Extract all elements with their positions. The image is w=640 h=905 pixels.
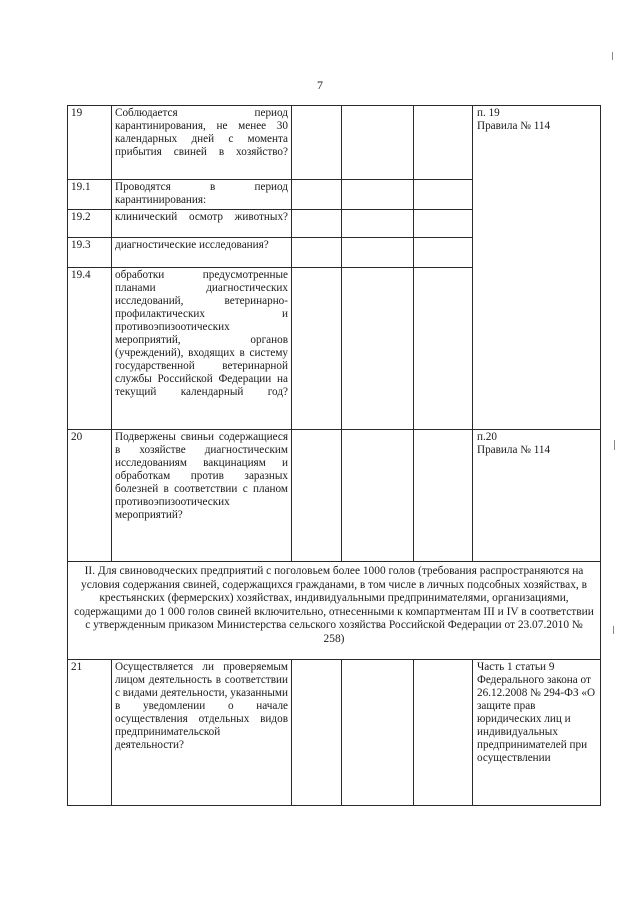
answer-cell-yes[interactable] [292, 238, 342, 268]
section-heading: II. Для свиноводческих предприятий с поголовьем более 1000 голов (требования распространяются на условия содержания свиней, содержащихся гражданами, в том числе в личных подсобных хозяйствах, в крестьянских (фермерских) хозяйствах, индивидуальными предпринимателями, организациями, содержащими до 1 000 голов свиней включительно, отнесенными к компартментам III и IV в соответствии с утвержденным приказом Министерства сельского хозяйства Российской Федерации от 23.07.2010 № 258) [68, 562, 601, 660]
scan-artifact [614, 440, 615, 450]
question-cell: обработки предусмотренные планами диагностических исследований, ветеринарно-профилактических и противоэпизоотических мероприятий, органов (учреждений), входящих в систему государственной ветеринарной службы Российской Федерации на текущий календарный год? [112, 268, 292, 430]
row-number: 19.3 [68, 238, 112, 268]
answer-cell-yes[interactable] [292, 180, 342, 210]
question-cell: диагностические исследования? [112, 238, 292, 268]
table-row [68, 660, 601, 806]
row-number: 21 [68, 660, 112, 806]
answer-cell-no[interactable] [342, 268, 414, 430]
answer-cell-yes[interactable] [292, 660, 342, 806]
question-cell: Подвержены свиньи содержащиеся в хозяйстве диагностическим исследованиям вакцинациям и обработкам против заразных болезней в соответствии с планом противоэпизоотических мероприятий? [112, 430, 292, 562]
question-cell: Соблюдается период карантинирования, не менее 30 календарных дней с момента прибытия свиней в хозяйство? [112, 106, 292, 180]
answer-cell-no[interactable] [342, 430, 414, 562]
answer-cell-yes[interactable] [292, 430, 342, 562]
page-number: 7 [317, 78, 323, 92]
row-number: 19.2 [68, 210, 112, 238]
answer-cell-yes[interactable] [292, 106, 342, 180]
answer-cell-no[interactable] [342, 660, 414, 806]
answer-cell-na[interactable] [414, 210, 473, 238]
answer-cell-na[interactable] [414, 660, 473, 806]
legal-reference: Часть 1 статьи 9 Федерального закона от 26.12.2008 № 294-ФЗ «О защите прав юридических лиц и индивидуальных предпринимателей при осуществлении [473, 660, 601, 806]
answer-cell-na[interactable] [414, 180, 473, 210]
answer-cell-na[interactable] [414, 430, 473, 562]
answer-cell-na[interactable] [414, 106, 473, 180]
scan-artifact [612, 52, 613, 60]
answer-cell-na[interactable] [414, 268, 473, 430]
table-row [68, 430, 601, 562]
row-number: 19.1 [68, 180, 112, 210]
question-cell: клинический осмотр животных? [112, 210, 292, 238]
legal-reference: п. 19 Правила № 114 [473, 106, 601, 430]
scan-artifact [613, 626, 614, 634]
answer-cell-no[interactable] [342, 106, 414, 180]
question-cell: Осуществляется ли проверяемым лицом деятельность в соответствии с видами деятельности, указанными в уведомлении о начале осуществления отдельных видов предпринимательской деятельности? [112, 660, 292, 806]
row-number: 19.4 [68, 268, 112, 430]
answer-cell-yes[interactable] [292, 268, 342, 430]
answer-cell-no[interactable] [342, 180, 414, 210]
answer-cell-yes[interactable] [292, 210, 342, 238]
table-row [68, 106, 601, 180]
legal-reference: п.20 Правила № 114 [473, 430, 601, 562]
checklist-table [67, 105, 601, 806]
answer-cell-na[interactable] [414, 238, 473, 268]
answer-cell-no[interactable] [342, 238, 414, 268]
answer-cell-no[interactable] [342, 210, 414, 238]
row-number: 20 [68, 430, 112, 562]
section-row [68, 562, 601, 660]
row-number: 19 [68, 106, 112, 180]
question-cell: Проводятся в период карантинирования: [112, 180, 292, 210]
